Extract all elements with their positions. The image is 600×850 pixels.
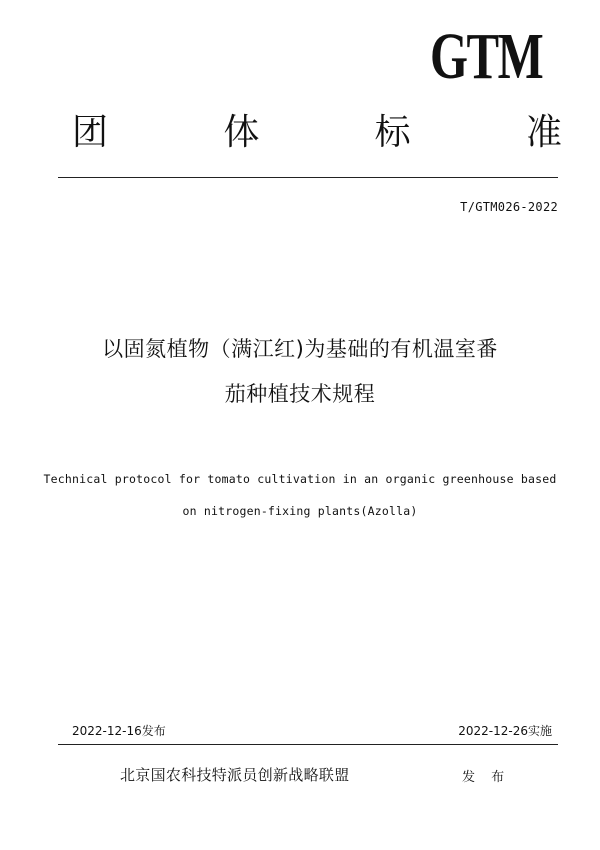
- chinese-title-line-2: 茄种植技术规程: [224, 382, 376, 406]
- issue-label: 发 布: [462, 770, 511, 785]
- standard-type-char: 标: [374, 112, 411, 153]
- effective-date: 2022-12-26实施: [458, 724, 552, 738]
- standard-type-char: 团: [72, 112, 109, 153]
- bottom-divider: [58, 744, 558, 745]
- english-title-line-1: Technical protocol for tomato cultivation in an organic greenhouse based: [43, 472, 557, 486]
- english-title-line-2: on nitrogen-fixing plants(Azolla): [182, 504, 418, 518]
- standard-type-char: 体: [223, 112, 260, 153]
- top-divider: [58, 177, 558, 178]
- publish-date: 2022-12-16发布: [72, 724, 166, 738]
- gtm-logo: GTM: [430, 20, 543, 93]
- standard-number: T/GTM026-2022: [460, 200, 558, 214]
- standard-type-heading: [72, 110, 562, 156]
- publisher-name: 北京国农科技特派员创新战略联盟: [120, 766, 350, 784]
- chinese-title-line-1: 以固氮植物（满江红)为基础的有机温室番: [102, 337, 498, 361]
- standard-type-char: 准: [525, 112, 562, 153]
